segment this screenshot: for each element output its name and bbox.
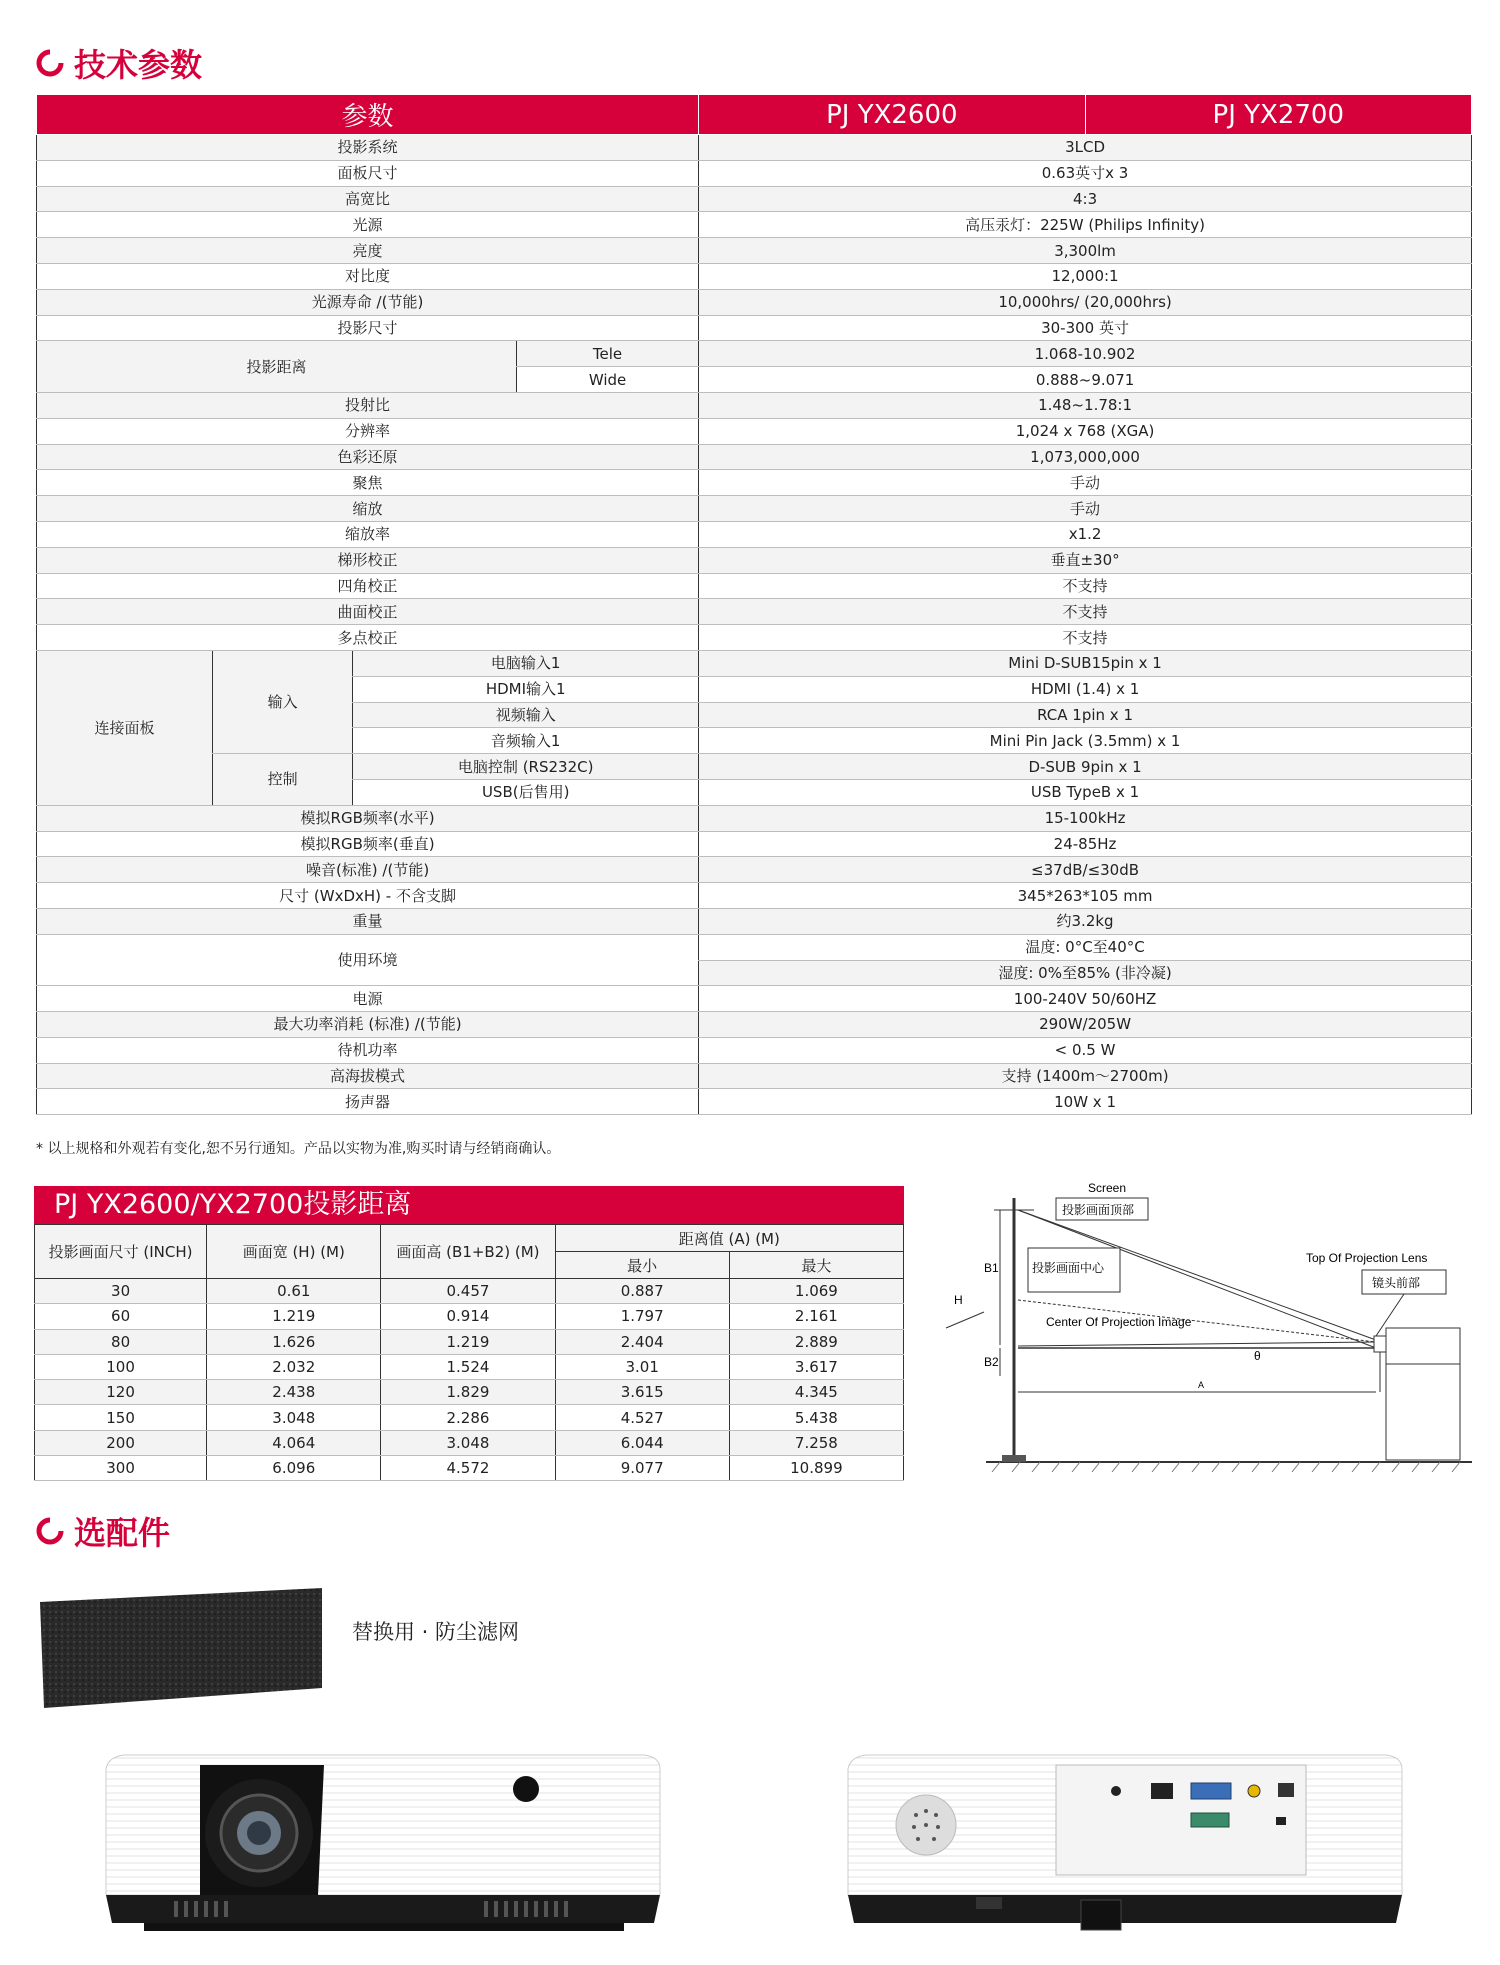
distance-cell: 1.219 xyxy=(381,1329,555,1354)
distance-cell: 6.044 xyxy=(555,1430,729,1455)
label-top-lens-en: Top Of Projection Lens xyxy=(1306,1251,1428,1265)
spec-row xyxy=(37,805,1472,831)
spec-row xyxy=(37,263,1472,289)
spec-value: 12,000:1 xyxy=(699,263,1472,289)
spec-row xyxy=(37,547,1472,573)
distance-cell: 2.889 xyxy=(729,1329,903,1354)
header-model2: PJ YX2700 xyxy=(1085,95,1471,135)
distance-cell: 1.069 xyxy=(729,1279,903,1304)
distance-cell: 0.457 xyxy=(381,1279,555,1304)
spec-value: Mini D-SUB15pin x 1 xyxy=(699,650,1472,676)
col-size: 投影画面尺寸 (INCH) xyxy=(35,1225,207,1279)
spec-value: 3LCD xyxy=(699,135,1472,161)
spec-row xyxy=(37,1063,1472,1089)
connect-panel-label: 连接面板 xyxy=(37,650,213,805)
spec-label: 投影距离 xyxy=(37,341,517,393)
distance-cell: 0.887 xyxy=(555,1279,729,1304)
accessories-section-title xyxy=(36,1508,170,1554)
distance-cell: 120 xyxy=(35,1380,207,1405)
spec-value: Mini Pin Jack (3.5mm) x 1 xyxy=(699,728,1472,754)
spec-value: 10W x 1 xyxy=(699,1089,1472,1115)
distance-cell: 3.615 xyxy=(555,1380,729,1405)
label-screen: Screen xyxy=(1088,1181,1127,1195)
spec-label: 噪音(标准) /(节能) xyxy=(37,857,699,883)
spec-row xyxy=(37,496,1472,522)
spec-label: 投影系统 xyxy=(37,135,699,161)
distance-row xyxy=(35,1430,904,1455)
distance-row xyxy=(35,1380,904,1405)
distance-table-block xyxy=(34,1186,904,1481)
spec-row xyxy=(37,160,1472,186)
spec-value: HDMI (1.4) x 1 xyxy=(699,676,1472,702)
spec-label: 扬声器 xyxy=(37,1089,699,1115)
distance-cell: 3.048 xyxy=(207,1405,381,1430)
spec-row xyxy=(37,470,1472,496)
ring-icon xyxy=(36,1517,64,1545)
ring-icon xyxy=(36,49,64,77)
spec-value: 温度: 0°C至40°C xyxy=(699,934,1472,960)
spec-row xyxy=(37,135,1472,161)
spec-value: 10,000hrs/ (20,000hrs) xyxy=(699,289,1472,315)
label-screen-top: 投影画面顶部 xyxy=(1062,1203,1135,1217)
col-max: 最大 xyxy=(729,1252,903,1279)
spec-row xyxy=(37,650,1472,676)
spec-row xyxy=(37,883,1472,909)
spec-value: 手动 xyxy=(699,470,1472,496)
spec-row xyxy=(37,857,1472,883)
distance-cell: 150 xyxy=(35,1405,207,1430)
distance-row xyxy=(35,1456,904,1481)
spec-label: 待机功率 xyxy=(37,1037,699,1063)
accessories-title-text: 选配件 xyxy=(74,1514,171,1552)
spec-row xyxy=(37,573,1472,599)
distance-cell: 2.286 xyxy=(381,1405,555,1430)
spec-table xyxy=(36,94,1472,1115)
spec-value: 湿度: 0%至85% (非冷凝) xyxy=(699,960,1472,986)
spec-row xyxy=(37,315,1472,341)
spec-row xyxy=(37,186,1472,212)
spec-row xyxy=(37,625,1472,651)
spec-value: 不支持 xyxy=(699,599,1472,625)
col-distance: 距离值 (A) (M) xyxy=(555,1225,903,1252)
distance-cell: 9.077 xyxy=(555,1456,729,1481)
projector-front-image xyxy=(104,1745,664,1940)
distance-table xyxy=(34,1224,904,1481)
spec-label: 尺寸 (WxDxH) - 不含支脚 xyxy=(37,883,699,909)
control-group-label: 控制 xyxy=(212,754,352,806)
spec-value: 不支持 xyxy=(699,625,1472,651)
distance-cell: 60 xyxy=(35,1304,207,1329)
spec-label: 投影尺寸 xyxy=(37,315,699,341)
spec-label: 电脑输入1 xyxy=(353,650,699,676)
spec-label: 缩放 xyxy=(37,496,699,522)
distance-cell: 4.527 xyxy=(555,1405,729,1430)
spec-value: 15-100kHz xyxy=(699,805,1472,831)
distance-cell: 0.914 xyxy=(381,1304,555,1329)
spec-row xyxy=(37,599,1472,625)
spec-label: 光源寿命 /(节能) xyxy=(37,289,699,315)
spec-label: 缩放率 xyxy=(37,521,699,547)
spec-label: 高海拔模式 xyxy=(37,1063,699,1089)
spec-label: 使用环境 xyxy=(37,934,699,986)
spec-row xyxy=(37,521,1472,547)
distance-cell: 4.064 xyxy=(207,1430,381,1455)
spec-label: 电脑控制 (RS232C) xyxy=(353,754,699,780)
distance-cell: 100 xyxy=(35,1354,207,1379)
spec-label: 聚焦 xyxy=(37,470,699,496)
spec-row xyxy=(37,392,1472,418)
distance-cell: 200 xyxy=(35,1430,207,1455)
spec-value: < 0.5 W xyxy=(699,1037,1472,1063)
spec-value: 0.888~9.071 xyxy=(699,367,1472,393)
dust-filter-image xyxy=(36,1580,326,1710)
spec-value: 1,073,000,000 xyxy=(699,444,1472,470)
spec-value: 4:3 xyxy=(699,186,1472,212)
distance-cell: 2.438 xyxy=(207,1380,381,1405)
distance-row xyxy=(35,1405,904,1430)
distance-cell: 7.258 xyxy=(729,1430,903,1455)
spec-header-row xyxy=(37,95,1472,135)
spec-value: ≤37dB/≤30dB xyxy=(699,857,1472,883)
distance-cell: 1.829 xyxy=(381,1380,555,1405)
spec-label: USB(后售用) xyxy=(353,779,699,805)
spec-row xyxy=(37,1089,1472,1115)
spec-value: 100-240V 50/60HZ xyxy=(699,986,1472,1012)
footnote: * 以上规格和外观若有变化,恕不另行通知。产品以实物为准,购买时请与经销商确认。 xyxy=(36,1141,561,1157)
spec-value: USB TypeB x 1 xyxy=(699,779,1472,805)
specs-section-title xyxy=(36,40,202,86)
spec-value: 垂直±30° xyxy=(699,547,1472,573)
distance-cell: 300 xyxy=(35,1456,207,1481)
spec-row xyxy=(37,289,1472,315)
spec-row xyxy=(37,212,1472,238)
distance-row xyxy=(35,1354,904,1379)
spec-label: 视频输入 xyxy=(353,702,699,728)
spec-row xyxy=(37,238,1472,264)
spec-label: HDMI输入1 xyxy=(353,676,699,702)
accessory-label: 替换用 · 防尘滤网 xyxy=(352,1620,520,1644)
distance-cell: 2.032 xyxy=(207,1354,381,1379)
distance-title: PJ YX2600/YX2700投影距离 xyxy=(34,1186,904,1224)
spec-row xyxy=(37,986,1472,1012)
distance-cell: 3.01 xyxy=(555,1354,729,1379)
distance-cell: 1.219 xyxy=(207,1304,381,1329)
distance-row xyxy=(35,1304,904,1329)
spec-label: 面板尺寸 xyxy=(37,160,699,186)
distance-cell: 10.899 xyxy=(729,1456,903,1481)
spec-label: 梯形校正 xyxy=(37,547,699,573)
spec-value: 3,300lm xyxy=(699,238,1472,264)
spec-row xyxy=(37,831,1472,857)
spec-label: 曲面校正 xyxy=(37,599,699,625)
label-center-image: Center Of Projection Image xyxy=(1046,1315,1192,1329)
spec-label: 高宽比 xyxy=(37,186,699,212)
distance-cell: 4.345 xyxy=(729,1380,903,1405)
label-h: H xyxy=(954,1293,963,1307)
spec-value: 手动 xyxy=(699,496,1472,522)
header-model1: PJ YX2600 xyxy=(699,95,1085,135)
distance-cell: 1.626 xyxy=(207,1329,381,1354)
spec-value: 约3.2kg xyxy=(699,908,1472,934)
input-group-label: 输入 xyxy=(212,650,352,753)
spec-value: 不支持 xyxy=(699,573,1472,599)
distance-cell: 2.404 xyxy=(555,1329,729,1354)
label-theta: θ xyxy=(1254,1349,1261,1363)
spec-label: 对比度 xyxy=(37,263,699,289)
spec-value: 24-85Hz xyxy=(699,831,1472,857)
distance-cell: 2.161 xyxy=(729,1304,903,1329)
label-screen-center: 投影画面中心 xyxy=(1032,1261,1105,1275)
distance-cell: 0.61 xyxy=(207,1279,381,1304)
distance-row xyxy=(35,1329,904,1354)
projection-diagram xyxy=(936,1170,1472,1480)
spec-value: 1.068-10.902 xyxy=(699,341,1472,367)
spec-row xyxy=(37,418,1472,444)
distance-cell: 80 xyxy=(35,1329,207,1354)
spec-label: 重量 xyxy=(37,908,699,934)
label-b2: B2 xyxy=(984,1355,999,1369)
spec-value: 0.63英寸x 3 xyxy=(699,160,1472,186)
spec-sublabel: Tele xyxy=(516,341,698,367)
spec-value: 1.48~1.78:1 xyxy=(699,392,1472,418)
spec-row xyxy=(37,908,1472,934)
spec-row xyxy=(37,934,1472,960)
spec-row xyxy=(37,754,1472,780)
spec-row xyxy=(37,1012,1472,1038)
distance-cell: 6.096 xyxy=(207,1456,381,1481)
distance-cell: 30 xyxy=(35,1279,207,1304)
projector-rear-image xyxy=(846,1745,1406,1940)
spec-value: 30-300 英寸 xyxy=(699,315,1472,341)
spec-row xyxy=(37,1037,1472,1063)
spec-sublabel: Wide xyxy=(516,367,698,393)
distance-cell: 4.572 xyxy=(381,1456,555,1481)
spec-label: 光源 xyxy=(37,212,699,238)
spec-value: 高压汞灯：225W (Philips Infinity) xyxy=(699,212,1472,238)
label-b1: B1 xyxy=(984,1261,999,1275)
distance-cell: 3.048 xyxy=(381,1430,555,1455)
specs-title-text: 技术参数 xyxy=(74,46,203,84)
spec-label: 最大功率消耗 (标准) /(节能) xyxy=(37,1012,699,1038)
spec-label: 音频输入1 xyxy=(353,728,699,754)
col-min: 最小 xyxy=(555,1252,729,1279)
header-param: 参数 xyxy=(37,95,699,135)
spec-label: 多点校正 xyxy=(37,625,699,651)
spec-value: 290W/205W xyxy=(699,1012,1472,1038)
spec-label: 分辨率 xyxy=(37,418,699,444)
spec-label: 电源 xyxy=(37,986,699,1012)
spec-label: 四角校正 xyxy=(37,573,699,599)
spec-label: 投射比 xyxy=(37,392,699,418)
label-a: A xyxy=(1198,1380,1205,1390)
spec-label: 模拟RGB频率(垂直) xyxy=(37,831,699,857)
spec-value: 345*263*105 mm xyxy=(699,883,1472,909)
col-height: 画面高 (B1+B2) (M) xyxy=(381,1225,555,1279)
spec-row xyxy=(37,341,1472,367)
distance-row xyxy=(35,1279,904,1304)
spec-value: D-SUB 9pin x 1 xyxy=(699,754,1472,780)
spec-label: 色彩还原 xyxy=(37,444,699,470)
distance-cell: 1.524 xyxy=(381,1354,555,1379)
distance-cell: 3.617 xyxy=(729,1354,903,1379)
col-width: 画面宽 (H) (M) xyxy=(207,1225,381,1279)
spec-value: RCA 1pin x 1 xyxy=(699,702,1472,728)
spec-row xyxy=(37,444,1472,470)
distance-cell: 1.797 xyxy=(555,1304,729,1329)
spec-label: 亮度 xyxy=(37,238,699,264)
spec-value: x1.2 xyxy=(699,521,1472,547)
spec-value: 支持 (1400m～2700m) xyxy=(699,1063,1472,1089)
distance-cell: 5.438 xyxy=(729,1405,903,1430)
spec-label: 模拟RGB频率(水平) xyxy=(37,805,699,831)
spec-value: 1,024 x 768 (XGA) xyxy=(699,418,1472,444)
label-top-lens-cn: 镜头前部 xyxy=(1372,1276,1421,1290)
